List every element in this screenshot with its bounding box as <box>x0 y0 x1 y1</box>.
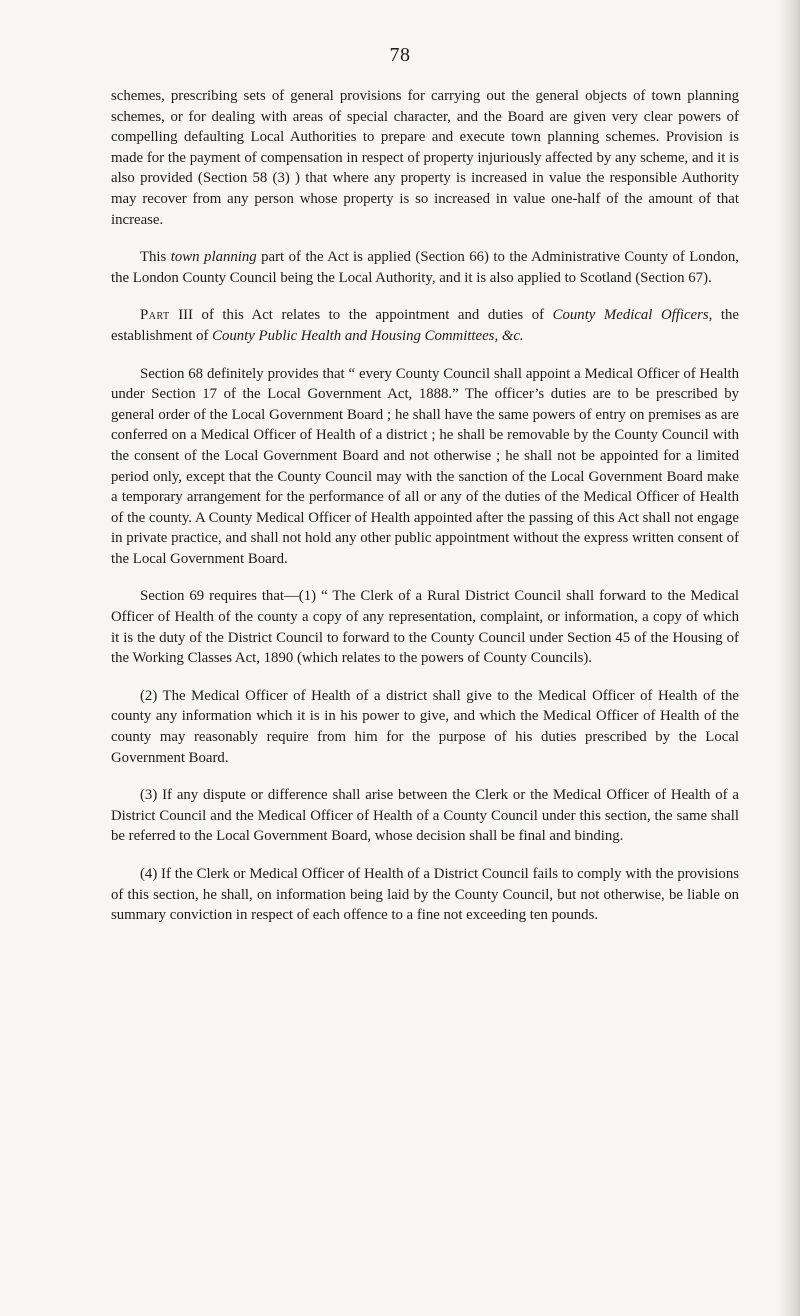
paragraph-subsection-4: (4) If the Clerk or Medical Officer of Health of a District Council fails to comply with the provisions of this section, he shall, on information being laid by the County Council, but not otherwise, be liable on summary conviction in respect of each offence to a fine not exceeding ten pounds. <box>111 866 739 924</box>
paragraph-section-68: Section 68 definitely provides that “ every County Council shall appoint a Medical Officer of Health under Section 17 of the Local Government Act, 1888.” The officer’s duties are to be prescribed by general order of the Local Government Board ; he shall have the same powers of entry on premises as are conferred on a Medical Officer of Health of a district ; he shall be removable by the County Council with the consent of the Local Government Board and not otherwise ; he shall not be appointed for a limited period only, except that the County Council may with the sanction of the Local Government Board make a temporary arrangement for the performance of all or any of the duties of the Medical Officer of Health of the county. A County Medical Officer of Health appointed after the passing of this Act shall not engage in private practice, and shall not hold any other public appointment without the express written consent of the Local Government Board. <box>111 365 739 567</box>
paragraph-part-three <box>111 305 739 346</box>
paragraph-subsection-3: (3) If any dispute or difference shall arise between the Clerk or the Medical Officer of Health of a District Council and the Medical Officer of Health of a County Council under this section, the same shall be referred to the Local Government Board, whose decision shall be final and binding. <box>111 787 739 845</box>
paragraph-text: the establishment of <box>111 307 739 344</box>
paragraph-text: III of this Act relates to the appointment and duties of <box>169 307 553 324</box>
paragraph-section-69: Section 69 requires that—(1) “ The Clerk of a Rural District Council shall forward to the Medical Officer of Health of the county a copy of any representation, complaint, or information, a copy of which it is the duty of the District Council to forward to the County Council under Section 45 of the Housing of the Working Classes Act, 1890 (which relates to the powers of County Councils). <box>111 588 739 667</box>
paragraph-town-planning-application <box>111 247 739 288</box>
page-number: 78 <box>389 44 411 66</box>
italic-term: town planning <box>170 249 257 266</box>
page-body <box>111 86 739 943</box>
part-heading: Part <box>140 307 170 324</box>
paragraph-text: part of the Act is applied (Section 66) to the Administrative County of London, the London County Council being the Local Authority, and it is also applied to Scotland (Section 67). <box>111 249 739 286</box>
paragraph-town-planning-schemes: schemes, prescribing sets of general provisions for carrying out the general objects of town planning schemes, or for dealing with areas of special character, and the Board are given very clear powers of compelling defaulting Local Authorities to prepare and execute town planning schemes. Provision is made for the payment of compensation in respect of property injuriously affected by any scheme, and it is also provided (Section 58 (3) ) that where any property is increased in value the responsible Authority may recover from any person whose property is so increased in value one-half of the amount of that increase. <box>111 88 739 228</box>
paragraph-text: This <box>140 249 171 266</box>
page-edge-shadow <box>778 0 800 1316</box>
italic-term: County Medical Officers, <box>552 307 713 324</box>
paragraph-subsection-2: (2) The Medical Officer of Health of a district shall give to the Medical Officer of Health of the county any information which it is in his power to give, and which the Medical Officer of Health of the county may reasonably require from him for the purpose of his duties prescribed by the Local Government Board. <box>111 687 739 766</box>
italic-term: County Public Health and Housing Committees, &c. <box>212 327 524 344</box>
